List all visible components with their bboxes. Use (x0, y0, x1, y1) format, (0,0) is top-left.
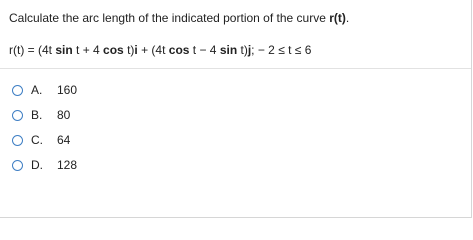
radio-button-icon[interactable] (12, 85, 23, 96)
curve-unit-j: j (247, 43, 252, 57)
option-letter: B. (31, 108, 43, 122)
curve-definition (9, 42, 311, 58)
option-d[interactable] (12, 157, 77, 173)
curve-part-3: + (4t (137, 43, 169, 57)
option-letter: C. (31, 133, 43, 147)
prompt-curve-symbol: r(t) (329, 11, 346, 25)
curve-sin-1: sin (55, 43, 73, 57)
option-value: 80 (57, 108, 71, 122)
curve-cos-2: cos (168, 43, 190, 57)
curve-part-1: t + 4 (72, 43, 104, 57)
prompt-text: Calculate the arc length of the indicated portion of the curve (9, 11, 330, 25)
option-c[interactable] (12, 132, 70, 148)
option-letter: D. (31, 158, 43, 172)
option-value: 64 (57, 133, 71, 147)
option-value: 128 (57, 158, 78, 172)
curve-lhs: r(t) = (4t (9, 43, 56, 57)
curve-unit-i: i (134, 43, 138, 57)
radio-button-icon[interactable] (12, 135, 23, 146)
section-divider (0, 68, 471, 69)
option-a[interactable] (12, 82, 77, 98)
radio-button-icon[interactable] (12, 160, 23, 171)
curve-interval: ; − 2 ≤ t ≤ 6 (251, 43, 312, 57)
curve-part-5: t) (237, 43, 248, 57)
curve-part-4: t − 4 (189, 43, 220, 57)
option-letter: A. (31, 83, 43, 97)
prompt-period: . (345, 11, 350, 25)
option-b[interactable] (12, 107, 70, 123)
option-value: 160 (57, 83, 78, 97)
radio-button-icon[interactable] (12, 110, 23, 121)
curve-cos-1: cos (103, 43, 124, 57)
curve-part-2: t) (123, 43, 135, 57)
curve-sin-2: sin (219, 43, 238, 57)
question-prompt (9, 10, 349, 26)
